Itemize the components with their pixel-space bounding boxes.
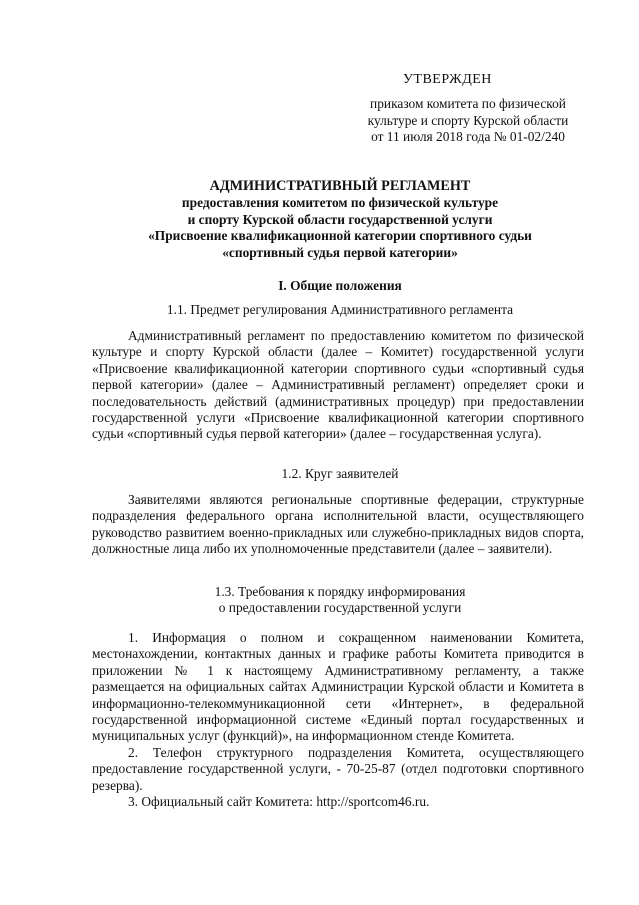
paragraph-text: Заявителями являются региональные спортивные федерации, структурные подразделения федерального органа исполнительной власти, осуществляющего руководство развитием военно-прикладных или служебно-прикладных видов спорта, должностные лица либо их уполномоченные представители (далее – заявители). — [92, 492, 584, 557]
approval-stamp: УТВЕРЖДЕН — [403, 72, 492, 87]
heading-line: 1.3. Требования к порядку информирования — [214, 584, 466, 599]
paragraph-1-1 — [92, 328, 584, 443]
list-item: 2. Телефон структурного подразделения Комитета, осуществляющего предоставление государственной услуги, - 70-25-87 (отдел подготовки спортивного резерва). — [92, 744, 584, 793]
heading-line: о предоставлении государственной услуги — [218, 600, 462, 616]
approval-line: культуре и спорту Курской области — [367, 112, 569, 128]
list-item: 1. Информация о полном и сокращенном наименовании Комитета, местонахождении, контактных данных и графике работы Комитета приводится в приложении № 1 к настоящему Административному регламенту, а также размещается на официальных сайтах Администрации Курской области и Комитета в информационно-телекоммуникационной сети «Интернет», в федеральной государственной информационной системе «Единый портал государственных и муниципальных услуг (функций)», на информационном стенде Комитета. — [92, 630, 584, 744]
approval-line: приказом комитета по физической — [370, 96, 566, 112]
subsection-heading-1-3 — [60, 584, 620, 617]
document-title — [60, 178, 620, 261]
title-line: «Присвоение квалификационной категории спортивного судьи — [148, 228, 532, 244]
approval-block — [343, 72, 593, 146]
subsection-heading-1-1: 1.1. Предмет регулирования Административного регламента — [166, 302, 514, 317]
paragraph-text: Административный регламент по предоставлению комитетом по физической культуре и спорту Курской области (далее – Комитет) государственной услуги «Присвоение квалификационной категории спортивного судьи «спортивный судья первой категории» (далее – Административный регламент) определяет сроки и последовательность действий (административных процедур) при предоставлении государственной услуги «Присвоение квалификационной категории спортивного судьи «спортивный судья первой категории» (далее – государственная услуга). — [92, 328, 584, 442]
list-item: 3. Официальный сайт Комитета: http://sportcom46.ru. — [128, 794, 430, 810]
title-line: предоставления комитетом по физической культуре — [181, 195, 499, 211]
title-line: и спорту Курской области государственной услуги — [187, 211, 493, 227]
title-main: АДМИНИСТРАТИВНЫЙ РЕГЛАМЕНТ — [209, 178, 471, 194]
section-heading: I. Общие положения — [278, 278, 402, 293]
information-list — [92, 630, 584, 810]
paragraph-1-2 — [92, 492, 584, 558]
title-line: «спортивный судья первой категории» — [222, 244, 458, 260]
subsection-heading-1-2: 1.2. Круг заявителей — [281, 466, 399, 481]
approval-line: от 11 июля 2018 года № 01-02/240 — [371, 129, 565, 145]
